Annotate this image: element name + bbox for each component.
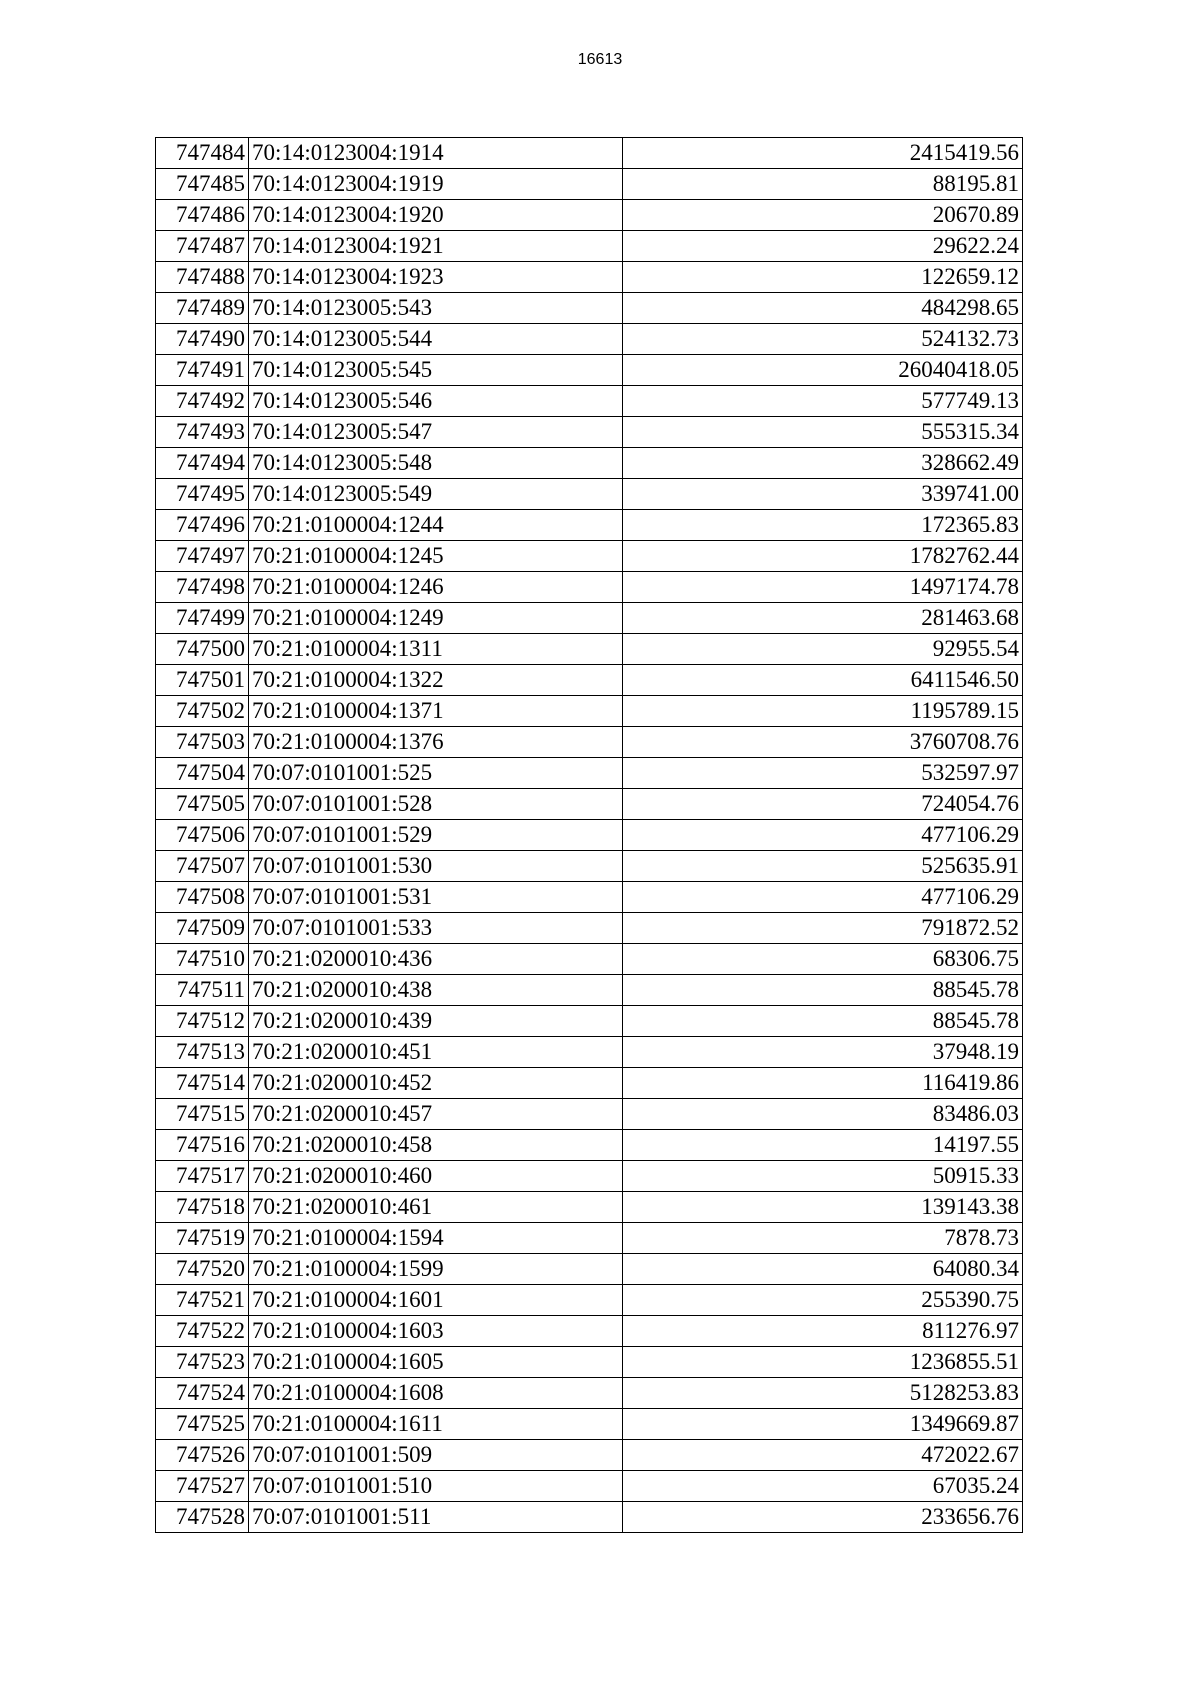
- row-number-cell: 747515: [156, 1099, 249, 1130]
- table-row: [156, 293, 1023, 324]
- cadastral-value-cell: 477106.29: [623, 820, 1023, 851]
- row-number-cell: 747498: [156, 572, 249, 603]
- row-number-cell: 747486: [156, 200, 249, 231]
- cadastral-value-cell: 472022.67: [623, 1440, 1023, 1471]
- table-row: [156, 386, 1023, 417]
- table-row: [156, 634, 1023, 665]
- row-number-cell: 747511: [156, 975, 249, 1006]
- cadastral-value-cell: 524132.73: [623, 324, 1023, 355]
- table-row: [156, 231, 1023, 262]
- cadastral-value-cell: 26040418.05: [623, 355, 1023, 386]
- cadastral-value-cell: 577749.13: [623, 386, 1023, 417]
- cadastral-number-cell: 70:21:0200010:451: [249, 1037, 623, 1068]
- table-row: [156, 944, 1023, 975]
- row-number-cell: 747526: [156, 1440, 249, 1471]
- cadastral-number-cell: 70:14:0123004:1919: [249, 169, 623, 200]
- row-number-cell: 747490: [156, 324, 249, 355]
- cadastral-value-cell: 88195.81: [623, 169, 1023, 200]
- cadastral-number-cell: 70:21:0100004:1599: [249, 1254, 623, 1285]
- cadastral-number-cell: 70:14:0123004:1914: [249, 138, 623, 169]
- cadastral-number-cell: 70:14:0123004:1921: [249, 231, 623, 262]
- table-row: [156, 1068, 1023, 1099]
- row-number-cell: 747492: [156, 386, 249, 417]
- row-number-cell: 747493: [156, 417, 249, 448]
- cadastral-value-cell: 88545.78: [623, 975, 1023, 1006]
- row-number-cell: 747491: [156, 355, 249, 386]
- cadastral-number-cell: 70:21:0100004:1594: [249, 1223, 623, 1254]
- table-row: [156, 1223, 1023, 1254]
- row-number-cell: 747499: [156, 603, 249, 634]
- cadastral-number-cell: 70:21:0200010:436: [249, 944, 623, 975]
- table-row: [156, 138, 1023, 169]
- cadastral-value-cell: 1236855.51: [623, 1347, 1023, 1378]
- cadastral-number-cell: 70:21:0100004:1605: [249, 1347, 623, 1378]
- cadastral-value-cell: 233656.76: [623, 1502, 1023, 1533]
- cadastral-number-cell: 70:14:0123005:547: [249, 417, 623, 448]
- cadastral-number-cell: 70:21:0200010:457: [249, 1099, 623, 1130]
- cadastral-number-cell: 70:14:0123005:544: [249, 324, 623, 355]
- cadastral-number-cell: 70:21:0100004:1601: [249, 1285, 623, 1316]
- cadastral-value-cell: 811276.97: [623, 1316, 1023, 1347]
- cadastral-value-cell: 139143.38: [623, 1192, 1023, 1223]
- cadastral-number-cell: 70:21:0200010:460: [249, 1161, 623, 1192]
- table-row: [156, 696, 1023, 727]
- cadastral-value-cell: 5128253.83: [623, 1378, 1023, 1409]
- cadastral-value-cell: 172365.83: [623, 510, 1023, 541]
- cadastral-number-cell: 70:21:0200010:452: [249, 1068, 623, 1099]
- table-row: [156, 1471, 1023, 1502]
- cadastral-value-cell: 328662.49: [623, 448, 1023, 479]
- row-number-cell: 747506: [156, 820, 249, 851]
- table-row: [156, 789, 1023, 820]
- row-number-cell: 747525: [156, 1409, 249, 1440]
- table-row: [156, 1285, 1023, 1316]
- cadastral-number-cell: 70:21:0100004:1246: [249, 572, 623, 603]
- row-number-cell: 747521: [156, 1285, 249, 1316]
- table-row: [156, 882, 1023, 913]
- table-row: [156, 1130, 1023, 1161]
- cadastral-value-cell: 724054.76: [623, 789, 1023, 820]
- table-row: [156, 479, 1023, 510]
- cadastral-number-cell: 70:07:0101001:525: [249, 758, 623, 789]
- cadastral-value-cell: 64080.34: [623, 1254, 1023, 1285]
- row-number-cell: 747513: [156, 1037, 249, 1068]
- row-number-cell: 747503: [156, 727, 249, 758]
- cadastral-value-cell: 67035.24: [623, 1471, 1023, 1502]
- cadastral-number-cell: 70:07:0101001:509: [249, 1440, 623, 1471]
- table-row: [156, 1037, 1023, 1068]
- table-row: [156, 448, 1023, 479]
- cadastral-value-cell: 255390.75: [623, 1285, 1023, 1316]
- row-number-cell: 747501: [156, 665, 249, 696]
- table-row: [156, 1161, 1023, 1192]
- cadastral-number-cell: 70:07:0101001:530: [249, 851, 623, 882]
- cadastral-value-cell: 484298.65: [623, 293, 1023, 324]
- row-number-cell: 747502: [156, 696, 249, 727]
- table-row: [156, 975, 1023, 1006]
- table-row: [156, 603, 1023, 634]
- cadastral-value-cell: 791872.52: [623, 913, 1023, 944]
- row-number-cell: 747487: [156, 231, 249, 262]
- cadastral-value-cell: 532597.97: [623, 758, 1023, 789]
- table-row: [156, 913, 1023, 944]
- cadastral-number-cell: 70:21:0100004:1376: [249, 727, 623, 758]
- cadastral-number-cell: 70:21:0100004:1603: [249, 1316, 623, 1347]
- table-row: [156, 727, 1023, 758]
- cadastral-value-cell: 1349669.87: [623, 1409, 1023, 1440]
- table-row: [156, 324, 1023, 355]
- row-number-cell: 747524: [156, 1378, 249, 1409]
- cadastral-number-cell: 70:14:0123004:1920: [249, 200, 623, 231]
- cadastral-value-cell: 1497174.78: [623, 572, 1023, 603]
- cadastral-value-cell: 3760708.76: [623, 727, 1023, 758]
- cadastral-number-cell: 70:21:0100004:1608: [249, 1378, 623, 1409]
- row-number-cell: 747527: [156, 1471, 249, 1502]
- row-number-cell: 747489: [156, 293, 249, 324]
- table-body: [156, 138, 1023, 1533]
- cadastral-value-cell: 6411546.50: [623, 665, 1023, 696]
- table-row: [156, 169, 1023, 200]
- cadastral-number-cell: 70:21:0100004:1371: [249, 696, 623, 727]
- cadastral-value-cell: 14197.55: [623, 1130, 1023, 1161]
- cadastral-value-cell: 1782762.44: [623, 541, 1023, 572]
- cadastral-value-cell: 83486.03: [623, 1099, 1023, 1130]
- cadastral-value-cell: 20670.89: [623, 200, 1023, 231]
- cadastral-value-cell: 29622.24: [623, 231, 1023, 262]
- table-row: [156, 1192, 1023, 1223]
- cadastral-value-cell: 92955.54: [623, 634, 1023, 665]
- table-row: [156, 1099, 1023, 1130]
- row-number-cell: 747528: [156, 1502, 249, 1533]
- row-number-cell: 747496: [156, 510, 249, 541]
- cadastral-number-cell: 70:21:0100004:1611: [249, 1409, 623, 1440]
- cadastral-number-cell: 70:14:0123005:548: [249, 448, 623, 479]
- table-row: [156, 510, 1023, 541]
- cadastral-number-cell: 70:21:0100004:1311: [249, 634, 623, 665]
- cadastral-number-cell: 70:21:0100004:1249: [249, 603, 623, 634]
- row-number-cell: 747507: [156, 851, 249, 882]
- table-row: [156, 417, 1023, 448]
- table-row: [156, 200, 1023, 231]
- cadastral-number-cell: 70:07:0101001:510: [249, 1471, 623, 1502]
- page-number: 16613: [577, 51, 623, 68]
- table-row: [156, 820, 1023, 851]
- cadastral-value-cell: 68306.75: [623, 944, 1023, 975]
- table-row: [156, 541, 1023, 572]
- table-row: [156, 262, 1023, 293]
- row-number-cell: 747484: [156, 138, 249, 169]
- cadastral-number-cell: 70:14:0123004:1923: [249, 262, 623, 293]
- cadastral-value-cell: 281463.68: [623, 603, 1023, 634]
- cadastral-number-cell: 70:21:0200010:461: [249, 1192, 623, 1223]
- cadastral-number-cell: 70:14:0123005:543: [249, 293, 623, 324]
- table-row: [156, 851, 1023, 882]
- cadastral-value-cell: 555315.34: [623, 417, 1023, 448]
- row-number-cell: 747520: [156, 1254, 249, 1285]
- cadastral-number-cell: 70:21:0100004:1245: [249, 541, 623, 572]
- cadastral-number-cell: 70:14:0123005:545: [249, 355, 623, 386]
- table-row: [156, 1006, 1023, 1037]
- row-number-cell: 747485: [156, 169, 249, 200]
- row-number-cell: 747516: [156, 1130, 249, 1161]
- cadastral-number-cell: 70:21:0200010:438: [249, 975, 623, 1006]
- table-row: [156, 758, 1023, 789]
- table-row: [156, 1378, 1023, 1409]
- row-number-cell: 747488: [156, 262, 249, 293]
- cadastral-value-cell: 2415419.56: [623, 138, 1023, 169]
- row-number-cell: 747510: [156, 944, 249, 975]
- row-number-cell: 747500: [156, 634, 249, 665]
- row-number-cell: 747517: [156, 1161, 249, 1192]
- cadastral-value-cell: 116419.86: [623, 1068, 1023, 1099]
- cadastral-number-cell: 70:14:0123005:546: [249, 386, 623, 417]
- cadastral-value-cell: 525635.91: [623, 851, 1023, 882]
- cadastral-value-cell: 37948.19: [623, 1037, 1023, 1068]
- row-number-cell: 747512: [156, 1006, 249, 1037]
- table-row: [156, 1347, 1023, 1378]
- table-row: [156, 1254, 1023, 1285]
- row-number-cell: 747504: [156, 758, 249, 789]
- row-number-cell: 747523: [156, 1347, 249, 1378]
- cadastral-value-cell: 50915.33: [623, 1161, 1023, 1192]
- table-row: [156, 1440, 1023, 1471]
- cadastral-number-cell: 70:07:0101001:531: [249, 882, 623, 913]
- cadastral-value-cell: 477106.29: [623, 882, 1023, 913]
- table-row: [156, 665, 1023, 696]
- row-number-cell: 747518: [156, 1192, 249, 1223]
- cadastral-value-cell: 88545.78: [623, 1006, 1023, 1037]
- row-number-cell: 747494: [156, 448, 249, 479]
- cadastral-number-cell: 70:07:0101001:528: [249, 789, 623, 820]
- cadastral-value-table: [155, 137, 1023, 1533]
- table-row: [156, 572, 1023, 603]
- table-row: [156, 1409, 1023, 1440]
- row-number-cell: 747514: [156, 1068, 249, 1099]
- cadastral-value-cell: 7878.73: [623, 1223, 1023, 1254]
- row-number-cell: 747508: [156, 882, 249, 913]
- cadastral-number-cell: 70:21:0200010:458: [249, 1130, 623, 1161]
- row-number-cell: 747509: [156, 913, 249, 944]
- cadastral-number-cell: 70:21:0200010:439: [249, 1006, 623, 1037]
- row-number-cell: 747505: [156, 789, 249, 820]
- cadastral-number-cell: 70:21:0100004:1244: [249, 510, 623, 541]
- row-number-cell: 747519: [156, 1223, 249, 1254]
- cadastral-number-cell: 70:07:0101001:529: [249, 820, 623, 851]
- cadastral-value-cell: 1195789.15: [623, 696, 1023, 727]
- cadastral-number-cell: 70:14:0123005:549: [249, 479, 623, 510]
- cadastral-number-cell: 70:07:0101001:533: [249, 913, 623, 944]
- cadastral-value-cell: 122659.12: [623, 262, 1023, 293]
- cadastral-value-cell: 339741.00: [623, 479, 1023, 510]
- row-number-cell: 747497: [156, 541, 249, 572]
- table-row: [156, 1502, 1023, 1533]
- table-row: [156, 1316, 1023, 1347]
- cadastral-number-cell: 70:21:0100004:1322: [249, 665, 623, 696]
- row-number-cell: 747495: [156, 479, 249, 510]
- row-number-cell: 747522: [156, 1316, 249, 1347]
- table-row: [156, 355, 1023, 386]
- cadastral-number-cell: 70:07:0101001:511: [249, 1502, 623, 1533]
